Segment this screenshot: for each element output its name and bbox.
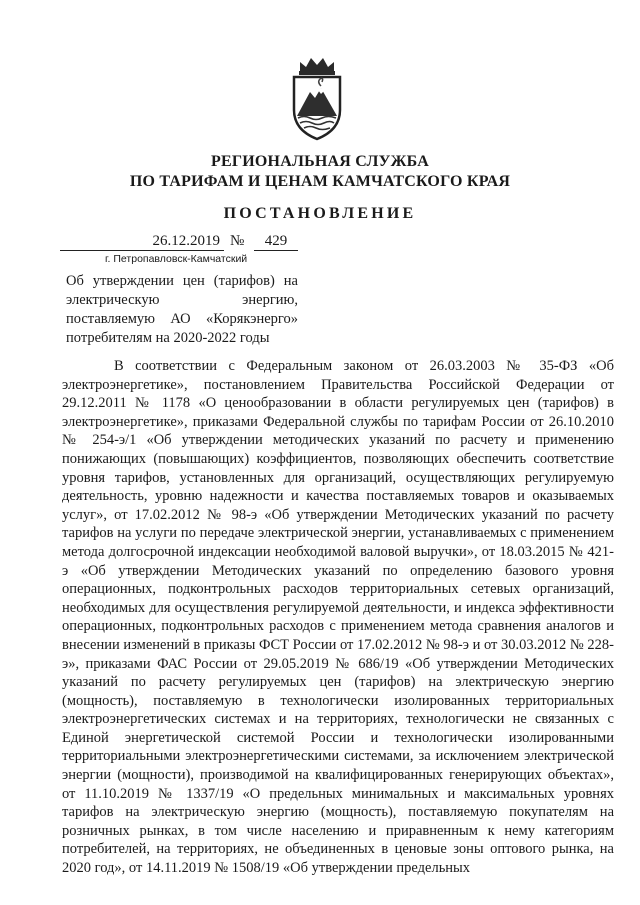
document-date: 26.12.2019 bbox=[60, 233, 224, 251]
document-type-title: ПОСТАНОВЛЕНИЕ bbox=[223, 205, 417, 222]
agency-name-line2: ПО ТАРИФАМ И ЦЕНАМ КАМЧАТСКОГО КРАЯ bbox=[129, 173, 511, 190]
coat-of-arms-icon bbox=[286, 54, 348, 142]
body-paragraph: В соответствии с Федеральным законом от 26.03.2003 № 35-ФЗ «Об электроэнергетике», постановлением Правительства Российской Федерации от 29.12.2011 № 1178 «О ценообразовании в области регулируемых цен (тарифов) в электроэнергетике», приказами Федеральной службы по тарифам России от 26.10.2010 № 254-э/1 «Об утверждении методических указаний по расчету и применению понижающих (повышающих) коэффициентов, позволяющих обеспечить соответствие уровня тарифов, установленных для организаций, осуществляющих регулируемую деятельность, уровню надежности и качества поставляемых товаров и оказываемых услуг», от 17.02.2012 № 98-э «Об утверждении Методических указаний по расчету тарифов на услуги по передаче электрической энергии, устанавливаемых с применением метода долгосрочной индексации необходимой валовой выручки», от 18.03.2015 № 421-э «Об утверждении Методических указаний по определению базового уровня операционных, подконтрольных расходов территориальных сетевых организаций, необходимых для осуществления регулируемой деятельности, и индекса эффективности операционных, подконтрольных расходов с применением метода сравнения аналогов и внесении изменений в приказы ФСТ России от 17.02.2012 № 98-э и от 30.03.2012 № 228-э», приказами ФАС России от 29.05.2019 № 686/19 «Об утверждении Методических указаний по расчету регулируемых цен (тарифов) на электрическую энергию (мощность), поставляемую в технологически изолированных территориальных электроэнергетических системах и на территориях, технологически не связанных с Единой энергетической системой России и технологически изолированными территориальными электроэнергетическими системами, за исключением электрической энергии (мощности), производимой на квалифицированных генерирующих объектах», от 11.10.2019 № 1337/19 «О предельных минимальных и максимальных уровнях тарифов на электрическую энергию (мощность), поставляемую покупателям на розничных рынках, в том числе населению и приравненным к нему категориям потребителей, на территориях, не объединенных в ценовые зоны оптового рынка, на 2020 год», от 14.11.2019 № 1508/19 «Об утверждении предельных bbox=[62, 358, 614, 877]
document-subject: Об утверждении цен (тарифов) на электрическую энергию, поставляемую АО «Корякэнерго» потребителям на 2020-2022 годы bbox=[66, 273, 298, 346]
document-number: 429 bbox=[254, 233, 298, 251]
number-sign: № bbox=[230, 233, 245, 249]
agency-name-line1: РЕГИОНАЛЬНАЯ СЛУЖБА bbox=[211, 153, 429, 170]
document-city: г. Петропавловск-Камчатский bbox=[105, 253, 248, 265]
